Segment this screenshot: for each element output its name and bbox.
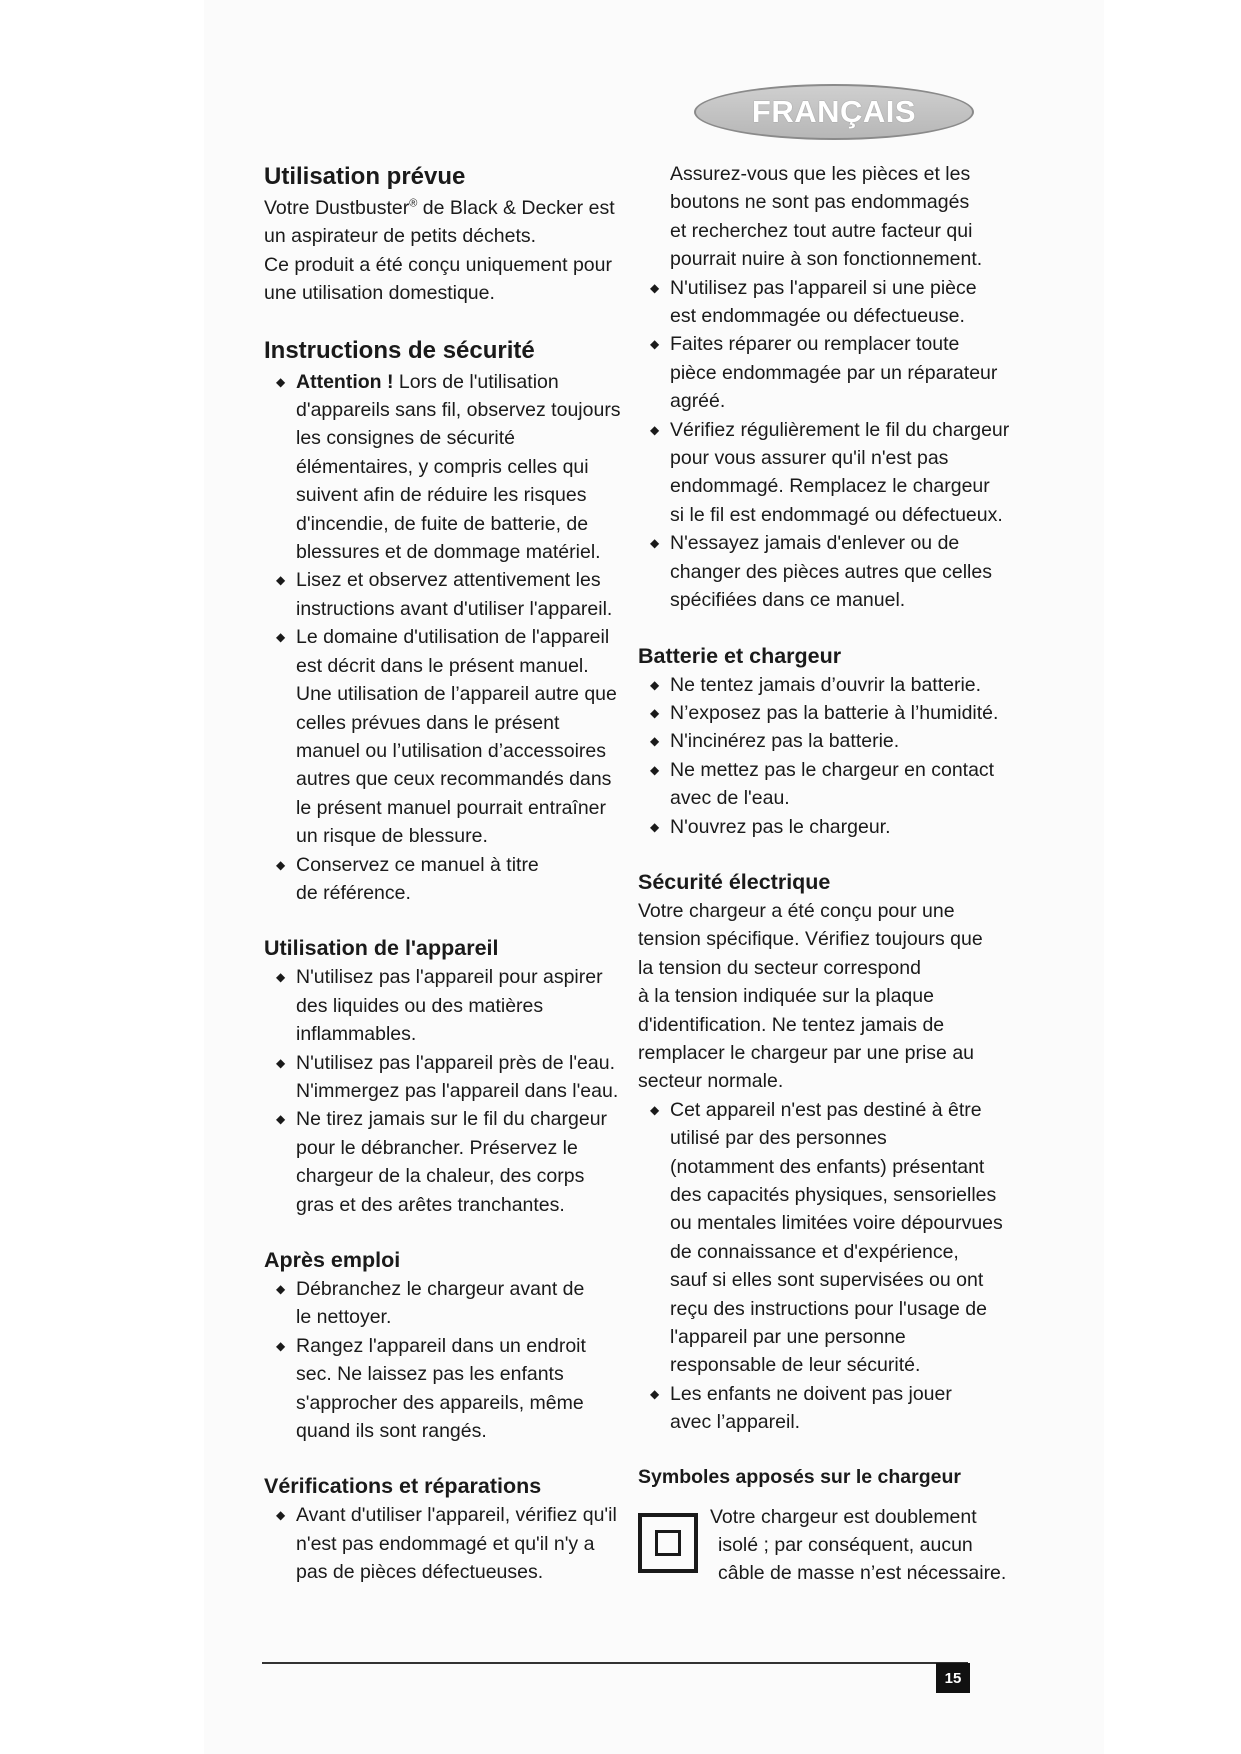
section-symbols (638, 1463, 1010, 1601)
bullet-list (264, 1275, 624, 1445)
diamond-bullet-icon: ◆ (276, 1282, 286, 1296)
bullet-list (638, 1096, 1010, 1437)
page-number: 15 (936, 1663, 970, 1693)
list-item: ◆ Vérifiez régulièrement le fil du chargeur pour vous assurer qu'il n'est pas endommagé. Remplacez le chargeur si le fil est endommagé ou défectueux. (638, 416, 1010, 530)
list-item: ◆ N'utilisez pas l'appareil pour aspirer des liquides ou des matières inflammables. (264, 963, 624, 1048)
list-item: ◆ Le domaine d'utilisation de l'appareil est décrit dans le présent manuel. Une utilisation de l’appareil autre que celles prévues dans le présent manuel ou l’utilisation d’accessoires autres que ceux recommandés dans le présent manuel pourrait entraîner un risque de blessure. (264, 623, 624, 850)
bullet-list (638, 274, 1010, 615)
list-item: ◆ Cet appareil n'est pas destiné à être utilisé par des personnes (notamment des enfants) présentant des capacités physiques, sensorielles ou mentales limitées voire dépourvues de connaissance et d'expérience, sauf si elles sont supervisées ou ont reçu des instructions pour l'usage de l'appareil par une personne responsable de leur sécurité. (638, 1096, 1010, 1380)
section-title: Après emploi (264, 1248, 401, 1272)
list-item: ◆ N'incinérez pas la batterie. (638, 727, 1010, 755)
list-item: ◆ N'utilisez pas l'appareil si une pièce est endommagée ou défectueuse. (638, 274, 1010, 331)
diamond-bullet-icon: ◆ (276, 857, 286, 872)
double-insulation-icon (638, 1513, 698, 1573)
section-after-use (264, 1245, 624, 1445)
left-column (264, 160, 624, 1587)
diamond-bullet-icon: ◆ (650, 734, 660, 749)
list-item: ◆ Ne tentez jamais d’ouvrir la batterie. (638, 671, 1010, 699)
list-item: ◆ N'essayez jamais d'enlever ou de changer des pièces autres que celles spécifiées dans ce manuel. (638, 529, 1010, 614)
footer-divider (262, 1662, 968, 1664)
diamond-bullet-icon: ◆ (650, 536, 660, 551)
diamond-bullet-icon: ◆ (276, 1055, 286, 1070)
list-item: ◆ N'utilisez pas l'appareil près de l'eau. N'immergez pas l'appareil dans l'eau. (264, 1049, 624, 1106)
section-title: Symboles apposés sur le chargeur (638, 1465, 961, 1488)
list-item: ◆ Avant d'utiliser l'appareil, vérifiez qu'il n'est pas endommagé et qu'il n'y a pas de pièces défectueuses. (264, 1501, 624, 1586)
list-item: ◆ N’exposez pas la batterie à l’humidité. (638, 699, 1010, 727)
continuation-line: pourrait nuire à son fonctionnement. (670, 248, 983, 271)
right-column (638, 160, 1010, 1601)
diamond-bullet-icon: ◆ (276, 1338, 286, 1353)
diamond-bullet-icon: ◆ (650, 337, 660, 352)
continuation-line: Assurez-vous que les pièces et les (670, 163, 971, 185)
warning-label: Attention ! (296, 370, 394, 393)
language-badge-label: FRANÇAIS (751, 94, 917, 129)
list-item: ◆ Conservez ce manuel à titre de référence. (264, 851, 624, 908)
diamond-bullet-icon: ◆ (276, 573, 286, 588)
paragraph-line: un aspirateur de petits déchets. (264, 225, 537, 248)
paragraph-line: tension spécifique. Vérifiez toujours que (638, 928, 983, 951)
paragraph-line: secteur normale. (638, 1070, 784, 1093)
section-title: Sécurité électrique (638, 869, 831, 894)
list-item: ◆ Débranchez le chargeur avant de le nettoyer. (264, 1275, 624, 1332)
bullet-list (264, 963, 624, 1219)
diamond-bullet-icon: ◆ (276, 970, 286, 985)
section-title: Batterie et chargeur (638, 643, 842, 668)
section-electrical (638, 867, 1010, 1437)
section-title: Utilisation de l'appareil (264, 936, 499, 961)
bullet-list (264, 1501, 624, 1586)
paragraph-line: la tension du secteur correspond (638, 956, 921, 979)
list-item: ◆ Lisez et observez attentivement les instructions avant d'utiliser l'appareil. (264, 566, 624, 623)
language-badge (694, 84, 974, 140)
diamond-bullet-icon: ◆ (650, 280, 660, 295)
bullet-list (264, 368, 624, 908)
diamond-bullet-icon: ◆ (650, 819, 660, 834)
diamond-bullet-icon: ◆ (650, 762, 660, 777)
continuation-line: boutons ne sont pas endommagés (670, 191, 970, 214)
section-inspection (264, 1471, 624, 1586)
section-title: Vérifications et réparations (264, 1474, 542, 1499)
paragraph-line: Votre Dustbuster® de Black & Decker est (264, 197, 615, 219)
list-item: ◆ Rangez l'appareil dans un endroit sec. Ne laissez pas les enfants s'approcher des appareils, même quand ils sont rangés. (264, 1332, 624, 1446)
diamond-bullet-icon: ◆ (650, 1102, 660, 1117)
list-item: ◆ Ne tirez jamais sur le fil du chargeur pour le débrancher. Préservez le chargeur de la chaleur, des corps gras et des arêtes tranchantes. (264, 1105, 624, 1219)
bullet-list (638, 671, 1010, 841)
paragraph-line: Ce produit a été conçu uniquement pour (264, 253, 612, 276)
diamond-bullet-icon: ◆ (650, 1386, 660, 1401)
diamond-bullet-icon: ◆ (276, 1508, 286, 1523)
paragraph-line: remplacer le chargeur par une prise au (638, 1041, 975, 1064)
section-appliance-use (264, 933, 624, 1219)
diamond-bullet-icon: ◆ (650, 422, 660, 437)
symbol-description: Votre chargeur est doublement isolé ; par conséquent, aucun câble de masse n’est nécessaire. (710, 1505, 1007, 1585)
diamond-bullet-icon: ◆ (650, 705, 660, 720)
list-item: ◆ N'ouvrez pas le chargeur. (638, 813, 1010, 841)
registered-mark: ® (409, 197, 418, 210)
section-battery (638, 641, 1010, 841)
section-safety (264, 334, 624, 908)
diamond-bullet-icon: ◆ (276, 630, 286, 645)
paragraph-line: d'identification. Ne tentez jamais de (638, 1013, 945, 1036)
list-item: ◆ Attention ! Lors de l'utilisation d'appareils sans fil, observez toujours les consignes de sécurité élémentaires, y compris celles qui suivent afin de réduire les risques d'incendie, de fuite de batterie, de blessures et de dommage matériel. (264, 368, 624, 567)
paragraph-line: une utilisation domestique. (264, 282, 495, 305)
list-item: ◆ Faites réparer ou remplacer toute pièce endommagée par un réparateur agréé. (638, 330, 1010, 415)
section-inspection-continued (638, 160, 1010, 615)
section-title: Instructions de sécurité (264, 336, 535, 364)
diamond-bullet-icon: ◆ (650, 677, 660, 692)
section-intended-use (264, 160, 624, 308)
list-item: ◆ Les enfants ne doivent pas jouer avec l’appareil. (638, 1380, 1010, 1437)
paragraph-line: à la tension indiquée sur la plaque (638, 985, 934, 1008)
list-item: ◆ Ne mettez pas le chargeur en contact avec de l'eau. (638, 756, 1010, 813)
continuation-line: et recherchez tout autre facteur qui (670, 219, 973, 242)
paragraph-line: Votre chargeur a été conçu pour une (638, 899, 955, 922)
section-title: Utilisation prévue (264, 163, 466, 190)
diamond-bullet-icon: ◆ (276, 1112, 286, 1127)
diamond-bullet-icon: ◆ (276, 374, 286, 389)
symbol-row (638, 1505, 1010, 1601)
